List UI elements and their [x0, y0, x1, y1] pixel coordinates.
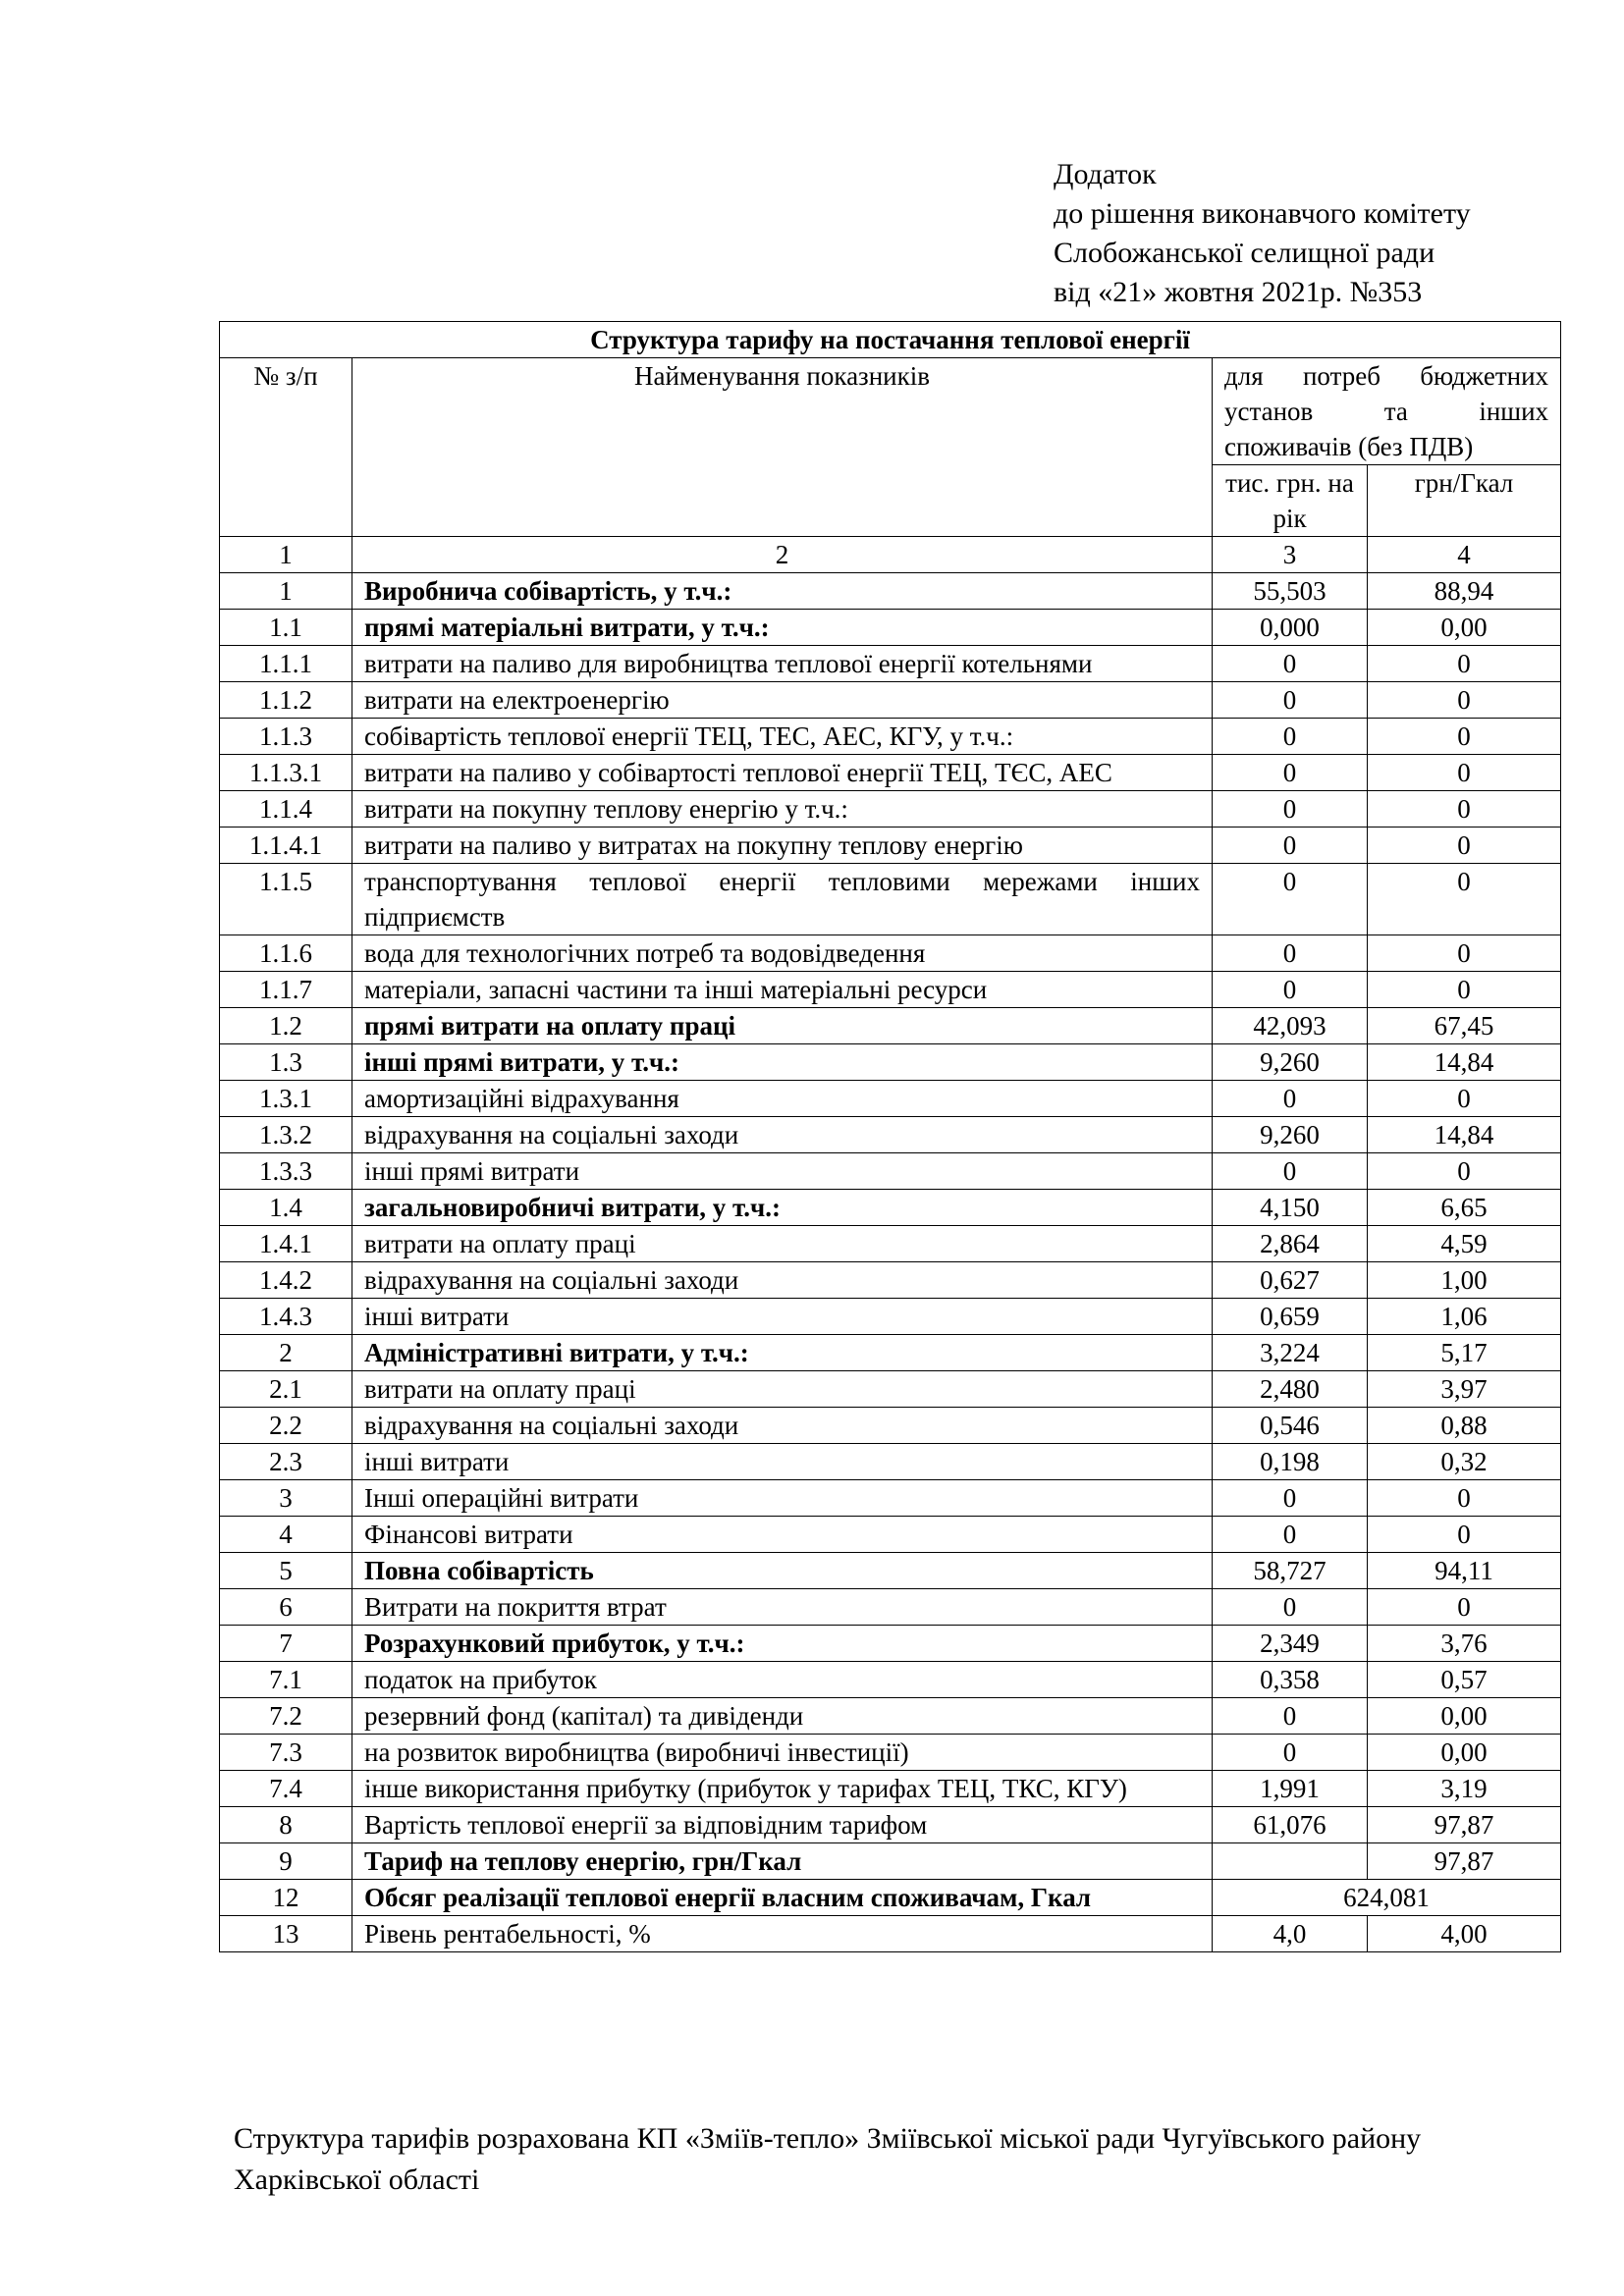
row-value-thousand-uah: 0 [1213, 1480, 1368, 1517]
row-value-thousand-uah: 0,198 [1213, 1444, 1368, 1480]
row-value-thousand-uah: 2,349 [1213, 1626, 1368, 1662]
row-value-uah-per-gcal: 0 [1368, 646, 1561, 682]
row-value-thousand-uah: 0 [1213, 1698, 1368, 1735]
table-row [220, 755, 1561, 791]
table-row [220, 573, 1561, 610]
table-row [220, 1081, 1561, 1117]
row-value-uah-per-gcal: 97,87 [1368, 1843, 1561, 1880]
row-value-uah-per-gcal: 0,32 [1368, 1444, 1561, 1480]
row-value-uah-per-gcal: 0 [1368, 682, 1561, 719]
table-row [220, 1480, 1561, 1517]
row-number: 3 [220, 1480, 352, 1517]
header-uah-per-gcal: грн/Гкал [1368, 465, 1561, 537]
annex-block [1054, 155, 1564, 312]
row-value-thousand-uah: 4,150 [1213, 1190, 1368, 1226]
table-row [220, 1226, 1561, 1262]
table-row [220, 828, 1561, 864]
row-value-thousand-uah: 3,224 [1213, 1335, 1368, 1371]
row-value-uah-per-gcal: 0 [1368, 864, 1561, 935]
row-value-thousand-uah: 2,480 [1213, 1371, 1368, 1408]
table-row [220, 1335, 1561, 1371]
row-value-uah-per-gcal: 14,84 [1368, 1044, 1561, 1081]
row-value-uah-per-gcal: 3,19 [1368, 1771, 1561, 1807]
column-number: 3 [1213, 537, 1368, 573]
row-indicator-name: Рівень рентабельності, % [352, 1916, 1213, 1952]
row-number: 1.2 [220, 1008, 352, 1044]
row-indicator-name: собівартість теплової енергії ТЕЦ, ТЕС, АЕС, КГУ, у т.ч.: [352, 719, 1213, 755]
row-indicator-name: витрати на електроенергію [352, 682, 1213, 719]
row-number: 12 [220, 1880, 352, 1916]
row-indicator-name: прямі витрати на оплату праці [352, 1008, 1213, 1044]
row-value-thousand-uah: 2,864 [1213, 1226, 1368, 1262]
table-row [220, 1843, 1561, 1880]
row-number: 2.3 [220, 1444, 352, 1480]
table-row [220, 646, 1561, 682]
row-number: 1.1.5 [220, 864, 352, 935]
row-number: 1.4 [220, 1190, 352, 1226]
row-value-thousand-uah: 0,000 [1213, 610, 1368, 646]
row-number: 7.2 [220, 1698, 352, 1735]
row-value-uah-per-gcal: 0 [1368, 1517, 1561, 1553]
row-indicator-name: Виробнича собівартість, у т.ч.: [352, 573, 1213, 610]
row-number: 7.3 [220, 1735, 352, 1771]
table-row [220, 1662, 1561, 1698]
row-merged-value: 624,081 [1213, 1880, 1561, 1916]
row-value-uah-per-gcal: 14,84 [1368, 1117, 1561, 1153]
row-indicator-name: податок на прибуток [352, 1662, 1213, 1698]
row-value-thousand-uah: 61,076 [1213, 1807, 1368, 1843]
row-value-uah-per-gcal: 94,11 [1368, 1553, 1561, 1589]
table-row [220, 972, 1561, 1008]
row-value-uah-per-gcal: 0,57 [1368, 1662, 1561, 1698]
row-value-thousand-uah: 0 [1213, 682, 1368, 719]
annex-line-committee: до рішення виконавчого комітету [1054, 197, 1471, 230]
header-num: № з/п [220, 358, 352, 537]
row-number: 1.4.1 [220, 1226, 352, 1262]
annex-line-council: Слобожанської селищної ради [1054, 237, 1435, 269]
table-row [220, 935, 1561, 972]
row-value-uah-per-gcal: 0 [1368, 1480, 1561, 1517]
row-number: 1.1.2 [220, 682, 352, 719]
table-row [220, 1589, 1561, 1626]
row-value-thousand-uah: 0 [1213, 791, 1368, 828]
row-number: 1.1.7 [220, 972, 352, 1008]
row-value-uah-per-gcal: 0,00 [1368, 1735, 1561, 1771]
row-indicator-name: витрати на паливо у витратах на покупну теплову енергію [352, 828, 1213, 864]
table-row [220, 1153, 1561, 1190]
row-indicator-name: Витрати на покриття втрат [352, 1589, 1213, 1626]
annex-title: Додаток [1054, 158, 1157, 190]
row-indicator-name: на розвиток виробництва (виробничі інвестиції) [352, 1735, 1213, 1771]
row-number: 1.1.3 [220, 719, 352, 755]
table-row [220, 1190, 1561, 1226]
row-indicator-name: Тариф на теплову енергію, грн/Гкал [352, 1843, 1213, 1880]
row-number: 7 [220, 1626, 352, 1662]
row-number: 1.1.3.1 [220, 755, 352, 791]
row-value-thousand-uah: 58,727 [1213, 1553, 1368, 1589]
table-row [220, 1371, 1561, 1408]
row-value-uah-per-gcal: 88,94 [1368, 573, 1561, 610]
table-row [220, 1880, 1561, 1916]
table-row [220, 1735, 1561, 1771]
row-number: 1.4.2 [220, 1262, 352, 1299]
table-row [220, 1916, 1561, 1952]
row-indicator-name: інші витрати [352, 1444, 1213, 1480]
row-value-thousand-uah: 9,260 [1213, 1117, 1368, 1153]
row-indicator-name: матеріали, запасні частини та інші матеріальні ресурси [352, 972, 1213, 1008]
row-number: 1.4.3 [220, 1299, 352, 1335]
row-value-uah-per-gcal: 4,00 [1368, 1916, 1561, 1952]
table-row [220, 610, 1561, 646]
row-value-thousand-uah: 55,503 [1213, 573, 1368, 610]
row-value-uah-per-gcal: 0 [1368, 972, 1561, 1008]
row-indicator-name: інші прямі витрати [352, 1153, 1213, 1190]
table-row [220, 1299, 1561, 1335]
table-row [220, 682, 1561, 719]
annex-line-date: від «21» жовтня 2021р. №353 [1054, 276, 1423, 308]
row-value-thousand-uah: 0,546 [1213, 1408, 1368, 1444]
table-row [220, 1262, 1561, 1299]
table-row [220, 1553, 1561, 1589]
header-group-line: для потреб бюджетних [1224, 361, 1549, 391]
header-name: Найменування показників [352, 358, 1213, 537]
row-indicator-name: Вартість теплової енергії за відповідним тарифом [352, 1807, 1213, 1843]
row-indicator-name: відрахування на соціальні заходи [352, 1408, 1213, 1444]
row-indicator-name: Розрахунковий прибуток, у т.ч.: [352, 1626, 1213, 1662]
row-indicator-name: загальновиробничі витрати, у т.ч.: [352, 1190, 1213, 1226]
row-number: 9 [220, 1843, 352, 1880]
row-value-thousand-uah: 0 [1213, 1517, 1368, 1553]
row-value-uah-per-gcal: 0 [1368, 1081, 1561, 1117]
row-indicator-name: вода для технологічних потреб та водовідведення [352, 935, 1213, 972]
header-group-line: установ та інших [1224, 397, 1549, 426]
column-number: 1 [220, 537, 352, 573]
table-row [220, 1408, 1561, 1444]
row-value-thousand-uah: 0,659 [1213, 1299, 1368, 1335]
row-value-thousand-uah [1213, 1843, 1368, 1880]
row-value-thousand-uah: 0 [1213, 719, 1368, 755]
table-row [220, 1517, 1561, 1553]
row-value-thousand-uah: 0 [1213, 646, 1368, 682]
row-number: 6 [220, 1589, 352, 1626]
table-row [220, 1008, 1561, 1044]
row-number: 1.1 [220, 610, 352, 646]
row-value-thousand-uah: 0 [1213, 1153, 1368, 1190]
table-row [220, 1771, 1561, 1807]
row-value-uah-per-gcal: 3,76 [1368, 1626, 1561, 1662]
row-number: 8 [220, 1807, 352, 1843]
row-number: 1.1.4.1 [220, 828, 352, 864]
row-value-thousand-uah: 0,627 [1213, 1262, 1368, 1299]
table-row [220, 1807, 1561, 1843]
row-number: 1.1.1 [220, 646, 352, 682]
row-indicator-name: витрати на покупну теплову енергію у т.ч.: [352, 791, 1213, 828]
row-number: 1.1.4 [220, 791, 352, 828]
row-indicator-name: Обсяг реалізації теплової енергії власним споживачам, Гкал [352, 1880, 1213, 1916]
row-value-thousand-uah: 0 [1213, 1735, 1368, 1771]
row-indicator-name: відрахування на соціальні заходи [352, 1117, 1213, 1153]
table-row [220, 719, 1561, 755]
table-title: Структура тарифу на постачання теплової енергії [220, 322, 1561, 358]
row-value-uah-per-gcal: 1,06 [1368, 1299, 1561, 1335]
table-row [220, 1117, 1561, 1153]
row-number: 7.4 [220, 1771, 352, 1807]
row-value-thousand-uah: 1,991 [1213, 1771, 1368, 1807]
row-number: 2.2 [220, 1408, 352, 1444]
row-indicator-name: інші прямі витрати, у т.ч.: [352, 1044, 1213, 1081]
row-indicator-name: витрати на оплату праці [352, 1226, 1213, 1262]
row-value-thousand-uah: 42,093 [1213, 1008, 1368, 1044]
row-number: 7.1 [220, 1662, 352, 1698]
row-indicator-name: Адміністративні витрати, у т.ч.: [352, 1335, 1213, 1371]
row-value-uah-per-gcal: 3,97 [1368, 1371, 1561, 1408]
row-indicator-name: витрати на паливо у собівартості теплової енергії ТЕЦ, ТЄС, АЕС [352, 755, 1213, 791]
row-value-uah-per-gcal: 0,00 [1368, 610, 1561, 646]
row-value-uah-per-gcal: 1,00 [1368, 1262, 1561, 1299]
row-value-thousand-uah: 0 [1213, 755, 1368, 791]
table-row [220, 791, 1561, 828]
row-number: 5 [220, 1553, 352, 1589]
row-indicator-name: Фінансові витрати [352, 1517, 1213, 1553]
row-value-uah-per-gcal: 97,87 [1368, 1807, 1561, 1843]
row-value-uah-per-gcal: 0,00 [1368, 1698, 1561, 1735]
row-indicator-name: відрахування на соціальні заходи [352, 1262, 1213, 1299]
table-row [220, 1698, 1561, 1735]
row-number: 1.3.1 [220, 1081, 352, 1117]
row-number: 1.3 [220, 1044, 352, 1081]
table-body [220, 573, 1561, 1952]
table-row [220, 1444, 1561, 1480]
row-number: 2 [220, 1335, 352, 1371]
row-indicator-name: витрати на паливо для виробництва теплової енергії котельнями [352, 646, 1213, 682]
row-indicator-name: Інші операційні витрати [352, 1480, 1213, 1517]
row-indicator-name: резервний фонд (капітал) та дивіденди [352, 1698, 1213, 1735]
row-value-uah-per-gcal: 0 [1368, 828, 1561, 864]
row-number: 1.1.6 [220, 935, 352, 972]
header-group-line: споживачів (без ПДВ) [1224, 432, 1474, 461]
row-value-uah-per-gcal: 5,17 [1368, 1335, 1561, 1371]
tariff-table [219, 321, 1561, 1952]
row-value-thousand-uah: 0,358 [1213, 1662, 1368, 1698]
row-number: 2.1 [220, 1371, 352, 1408]
row-value-uah-per-gcal: 4,59 [1368, 1226, 1561, 1262]
table-row [220, 1044, 1561, 1081]
row-value-uah-per-gcal: 0,88 [1368, 1408, 1561, 1444]
row-value-thousand-uah: 0 [1213, 828, 1368, 864]
row-value-thousand-uah: 4,0 [1213, 1916, 1368, 1952]
row-value-thousand-uah: 0 [1213, 864, 1368, 935]
row-value-uah-per-gcal: 0 [1368, 719, 1561, 755]
header-thousand-uah: тис. грн. на рік [1213, 465, 1368, 537]
row-value-uah-per-gcal: 0 [1368, 791, 1561, 828]
row-indicator-name: прямі матеріальні витрати, у т.ч.: [352, 610, 1213, 646]
row-value-thousand-uah: 9,260 [1213, 1044, 1368, 1081]
column-number: 4 [1368, 537, 1561, 573]
table-row [220, 864, 1561, 935]
table-row [220, 1626, 1561, 1662]
column-number: 2 [352, 537, 1213, 573]
row-value-uah-per-gcal: 0 [1368, 1153, 1561, 1190]
row-number: 1.3.3 [220, 1153, 352, 1190]
row-value-thousand-uah: 0 [1213, 972, 1368, 1008]
row-number: 4 [220, 1517, 352, 1553]
row-value-uah-per-gcal: 67,45 [1368, 1008, 1561, 1044]
row-value-uah-per-gcal: 0 [1368, 1589, 1561, 1626]
row-indicator-name: транспортування теплової енергії тепловими мережами інших підприємств [352, 864, 1213, 935]
row-number: 13 [220, 1916, 352, 1952]
row-value-uah-per-gcal: 0 [1368, 935, 1561, 972]
row-number: 1 [220, 573, 352, 610]
row-number: 1.3.2 [220, 1117, 352, 1153]
row-indicator-name: витрати на оплату праці [352, 1371, 1213, 1408]
row-indicator-name: амортизаційні відрахування [352, 1081, 1213, 1117]
row-value-uah-per-gcal: 6,65 [1368, 1190, 1561, 1226]
row-value-thousand-uah: 0 [1213, 1589, 1368, 1626]
header-consumer-group [1213, 358, 1561, 465]
row-indicator-name: інші витрати [352, 1299, 1213, 1335]
row-indicator-name: інше використання прибутку (прибуток у тарифах ТЕЦ, ТКС, КГУ) [352, 1771, 1213, 1807]
row-value-uah-per-gcal: 0 [1368, 755, 1561, 791]
row-value-thousand-uah: 0 [1213, 1081, 1368, 1117]
row-indicator-name: Повна собівартість [352, 1553, 1213, 1589]
row-value-thousand-uah: 0 [1213, 935, 1368, 972]
footer-note: Структура тарифів розрахована КП «Зміїв-тепло» Зміївської міської ради Чугуївського району Харківської області [234, 2122, 1422, 2196]
